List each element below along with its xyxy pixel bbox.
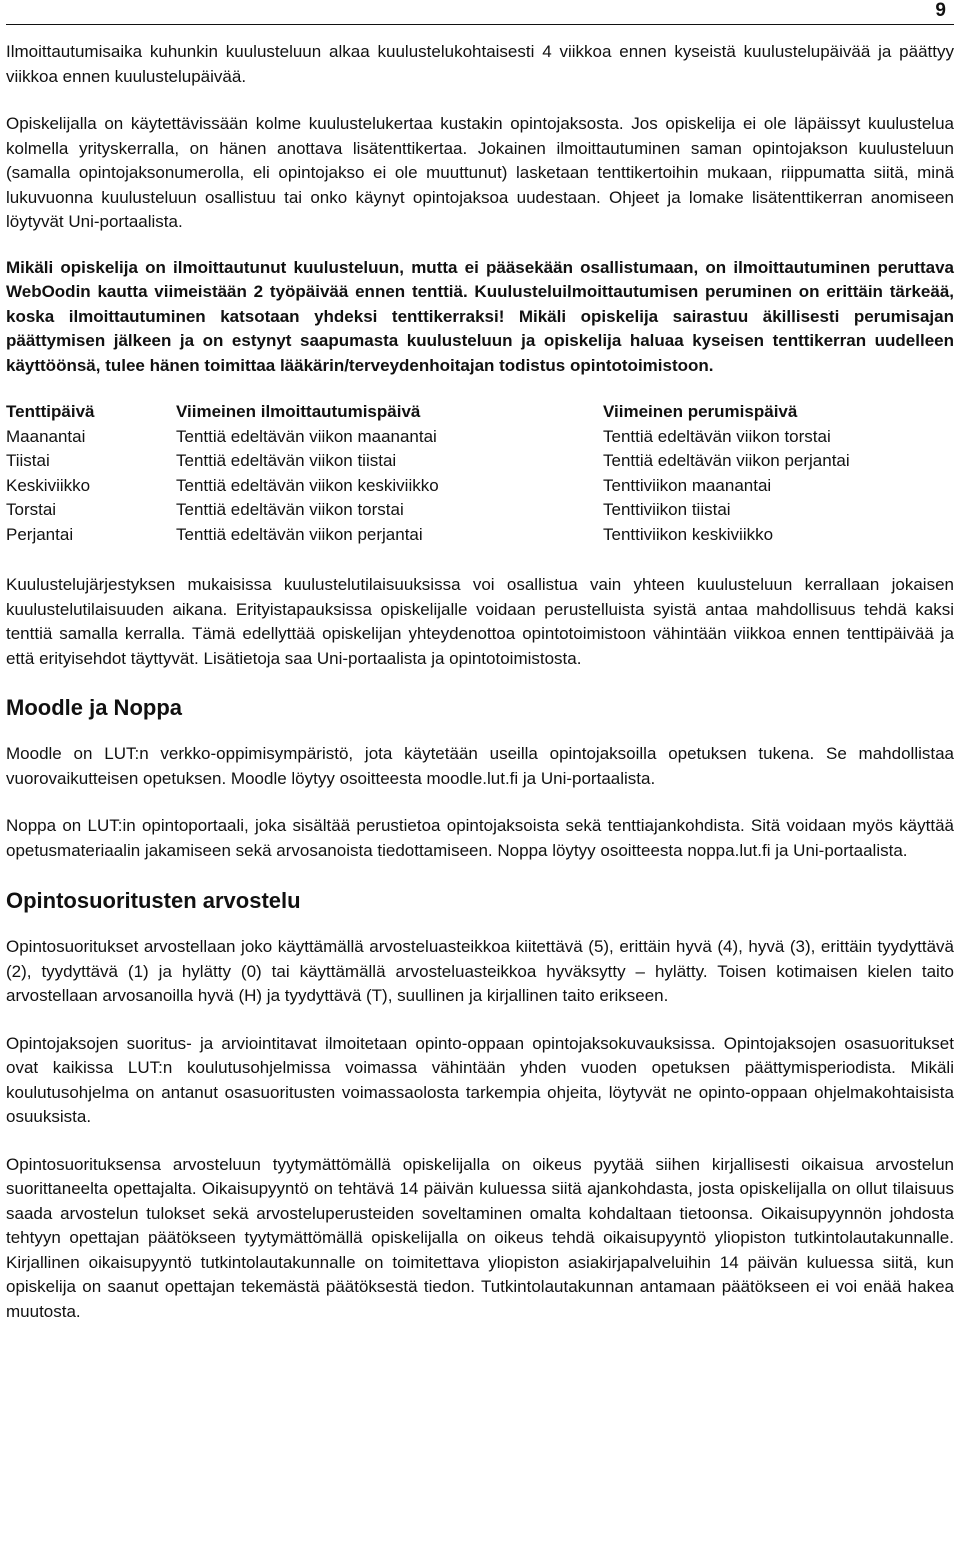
table-cell: Tiistai [6,451,50,470]
table-row [6,500,903,525]
page-number: 9 [935,0,946,21]
paragraph-one-exam-at-a-time: Kuulustelujärjestyksen mukaisissa kuulustelutilaisuuksissa voi osallistua vain yhteen kuulusteluun kerrallaan jokaisen kuulustelutilaisuuden aikana. Erityistapauksissa opiskelijalle voidaan perustelluista syistä antaa mahdollisuus tehdä kaksi tenttiä samalla kerralla. Tämä edellyttää opiskelijan yhteydenottoa opintotoimistoon vähintään viikkoa ennen tenttipäivää ja että erityisehdot täyttyvät. Lisätietoja saa Uni-portaalista ja opintotoimistosta. [6,575,954,668]
paragraph-noppa: Noppa on LUT:in opintoportaali, joka sisältää perustietoa opintojaksoista sekä tenttiajankohdista. Sitä voidaan myös käyttää opetusmateriaalin jakamiseen sekä arvosanoista tiedottamiseen. Noppa löytyy osoitteesta noppa.lut.fi ja Uni-portaalista. [6,816,954,860]
paragraph-moodle: Moodle on LUT:n verkko-oppimisympäristö, jota käytetään useilla opintojaksoilla opetuksen tukena. Se mahdollistaa vuorovaikutteisen opetuksen. Moodle löytyy osoitteesta moodle.lut.fi ja Uni-portaalista. [6,744,954,788]
paragraph-exam-attempts: Opiskelijalla on käytettävissään kolme kuulustelukertaa kustakin opintojaksosta. Jos opiskelija ei ole läpäissyt kuulustelua kolmella yrityskerralla, on hänen anottava lisätenttikertaa. Jokainen ilmoittautuminen saman opintojakson kuulusteluun (samalla opintojaksonumerolla, eli opintojakso ei ole muuttunut) lasketaan tenttikertoihin mukaan, riippumatta siitä, minä lukuvuonna kuulusteluun osallistuu tai onko käynyt opintojaksoa uudestaan. Ohjeet ja lomake lisätenttikerran anomiseen löytyvät Uni-portaalista. [6,114,954,231]
table-cell: Tenttiä edeltävän viikon perjantai [603,451,850,470]
paragraph-registration-period: Ilmoittautumisaika kuhunkin kuulusteluun alkaa kuulustelukohtaisesti 4 viikkoa ennen kyseistä kuulustelupäivää ja päättyy viikkoa ennen kuulustelupäivää. [6,42,954,86]
paragraph-grading-scales: Opintosuoritukset arvostellaan joko käyttämällä arvosteluasteikkoa kiitettävä (5), erittäin hyvä (4), hyvä (3), erittäin tyydyttävä (2), tyydyttävä (1) ja hylätty (0) tai käyttämällä arvosteluasteikkoa hyväksytty – hylätty. Toisen kotimaisen kielen taito arvostellaan arvosanoilla hyvä (H) ja tyydyttävä (T), suullinen ja kirjallinen taito erikseen. [6,937,954,1005]
table-cell: Perjantai [6,524,74,544]
page-content [6,40,954,1324]
table-row [6,476,903,501]
paragraph-assessment-methods: Opintojaksojen suoritus- ja arviointitavat ilmoitetaan opinto-oppaan opintojaksokuvauksissa. Opintojaksojen osasuoritukset ovat kaikissa LUT:n koulutusohjelmissa voimassa vähintään yhden vuoden opetuksen päättymisperiodista. Mikäli koulutusohjelma on antanut osasuoritusten voimassaolosta tarkempia ohjeita, löytyvät ne opinto-oppaan ohjelmakohtaisista osuuksista. [6,1033,954,1126]
table-cell: Torstai [6,500,57,519]
table-cell: Tenttiä edeltävän viikon tiistai [176,451,397,470]
table-cell: Tenttiä edeltävän viikon maanantai [176,426,437,446]
table-cell: Tenttiviikon maanantai [603,475,772,495]
table-cell: Tenttiä edeltävän viikon keskiviikko [176,475,439,495]
table-row [6,427,903,452]
table-header-row [6,402,903,427]
column-header-last-registration-day: Viimeinen ilmoittautumispäivä [176,402,421,421]
table-cell: Maanantai [6,426,86,446]
table-row [6,525,903,550]
heading-moodle-noppa: Moodle ja Noppa [6,695,182,720]
table-row [6,451,903,476]
header-rule [6,24,954,25]
exam-schedule-table [6,402,903,549]
table-cell: Tenttiviikon keskiviikko [603,524,774,544]
table-cell: Tenttiä edeltävän viikon perjantai [176,524,423,544]
paragraph-cancellation: Mikäli opiskelija on ilmoittautunut kuulusteluun, mutta ei pääsekään osallistumaan, on ilmoittautuminen peruttava WebOodin kautta viimeistään 2 työpäivää ennen tenttiä. Kuulusteluilmoittautumisen peruminen on erittäin tärkeää, koska ilmoittautuminen katsotaan yhdeksi tenttikerraksi! Mikäli opiskelija sairastuu äkillisesti perumisajan päättymisen jälkeen ja on estynyt saapumasta kuulusteluun ja opiskelija haluaa kyseisen tenttikerran uudelleen käyttöönsä, tulee hänen toimittaa lääkärin/terveydenhoitajan todistus opintotoimistoon. [6,257,954,375]
column-header-exam-day: Tenttipäivä [6,402,95,421]
table-cell: Tenttiä edeltävän viikon torstai [603,426,831,446]
table-cell: Keskiviikko [6,475,91,495]
heading-grading: Opintosuoritusten arvostelu [6,888,301,913]
table-cell: Tenttiviikon tiistai [603,500,731,519]
table-cell: Tenttiä edeltävän viikon torstai [176,500,404,519]
column-header-last-cancellation-day: Viimeinen perumispäivä [603,402,798,421]
paragraph-rectification: Opintosuorituksensa arvosteluun tyytymättömällä opiskelijalla on oikeus pyytää siihen kirjallisesti oikaisua arvostelun suorittaneelta opettajalta. Oikaisupyyntö on tehtävä 14 päivän kuluessa siitä ajankohdasta, josta opiskelijalla on ollut tilaisuus saada arvostelun tulokset sekä arvosteluperusteiden soveltaminen omalta kohdaltaan tietoonsa. Oikaisupyynnön johdosta tehtyyn opettajan päätökseen tyytymättömällä opiskelijalla on oikeus tehdä oikaisupyyntö yliopiston tutkintolautakunnalle. Kirjallinen oikaisupyyntö tutkintolautakunnalle on toimitettava yliopiston asiakirjapalveluihin 14 päivän kuluessa siitä, kun opiskelija on saanut opettajan tekemästä päätöksestä tiedon. Tutkintolautakunnan antamaan päätökseen ei voi enää hakea muutosta. [6,1154,954,1321]
